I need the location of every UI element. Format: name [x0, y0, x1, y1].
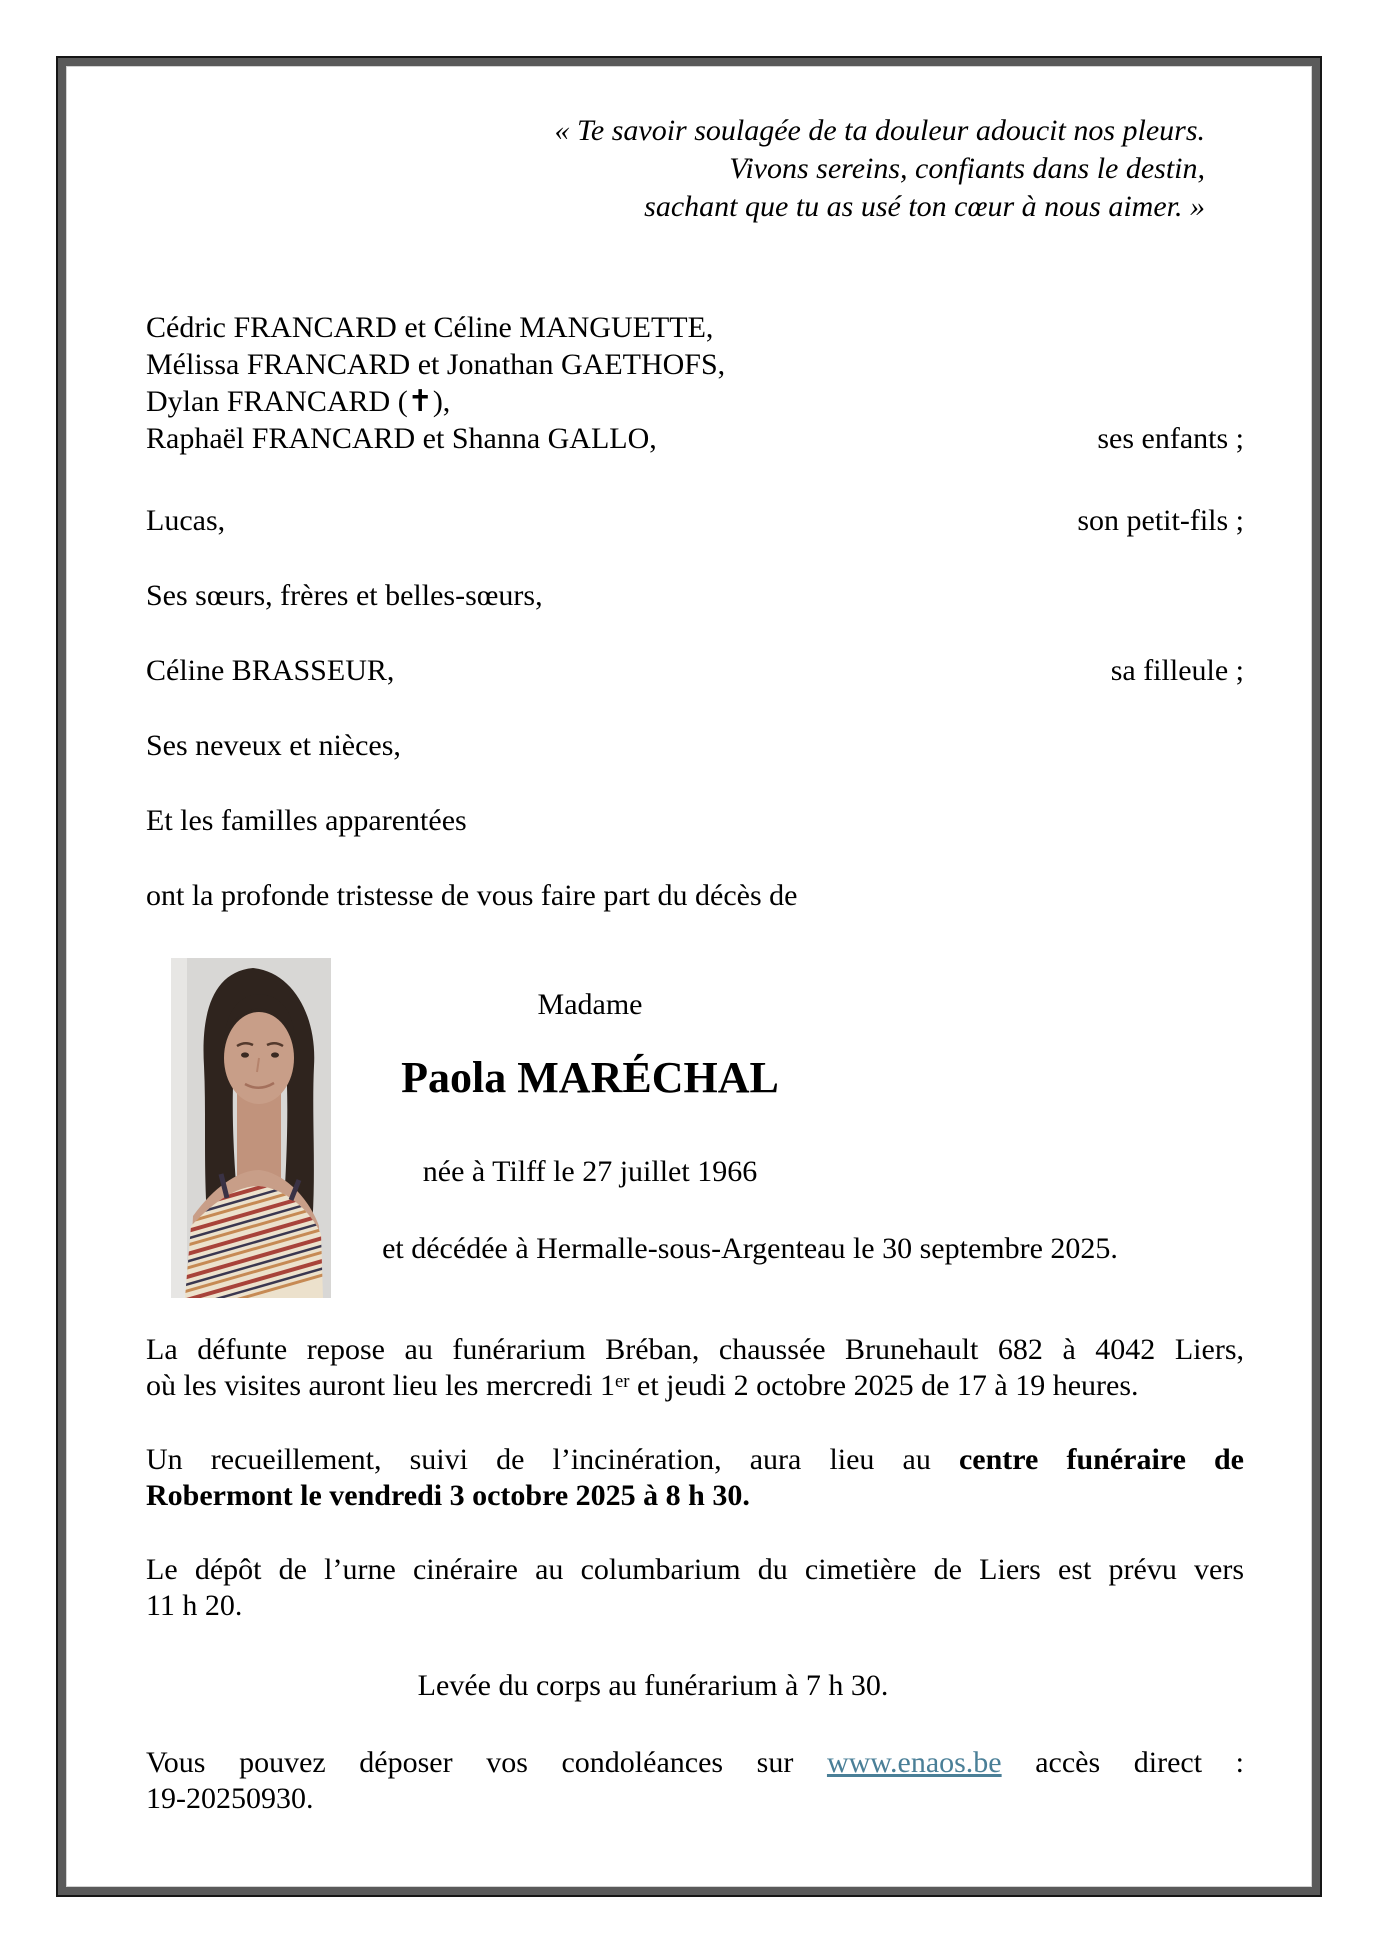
deceased-name: Paola MARÉCHAL: [401, 1053, 779, 1102]
death-line: et décédée à Hermalle-sous-Argenteau le 30 septembre 2025.: [382, 1232, 1118, 1265]
condolences-paragraph: [146, 1745, 1244, 1817]
family-child-3: Dylan FRANCARD (✝),: [146, 385, 451, 418]
condolences-access-text: accès direct :: [1001, 1746, 1245, 1779]
ceremony-line-1-text: Un recueillement, suivi de l’incinération, aura lieu au: [146, 1443, 959, 1476]
ceremony-line-1: [146, 1442, 1244, 1478]
family-child-4: Raphaël FRANCARD et Shanna GALLO,: [146, 422, 657, 455]
quote-line-2: Vivons sereins, confiants dans le destin,: [729, 152, 1205, 185]
family-list: [146, 309, 1244, 914]
deceased-honorific: Madame: [537, 988, 643, 1021]
condolences-line-1: [146, 1745, 1244, 1781]
condolences-intro-text: Vous pouvez déposer vos condoléances sur: [146, 1746, 827, 1779]
family-child-1: Cédric FRANCARD et Céline MANGUETTE,: [146, 311, 714, 344]
visitation-line-2: [146, 1368, 1244, 1408]
visitation-line-2-text: où les visites auront lieu les mercredi 1: [146, 1369, 616, 1402]
condolences-line-2: 19-20250930.: [146, 1782, 314, 1815]
family-child-2: Mélissa FRANCARD et Jonathan GAETHOFS,: [146, 348, 726, 381]
visitation-line-1: La défunte repose au funérarium Bréban, chaussée Brunehault 682 à 4042 Liers,: [146, 1333, 1244, 1366]
urn-line-1: Le dépôt de l’urne cinéraire au columbarium du cimetière de Liers est prévu vers: [146, 1553, 1244, 1586]
ceremony-venue-bold: centre funéraire de: [958, 1443, 1244, 1476]
ceremony-paragraph: [146, 1442, 1244, 1514]
children-relation-label: ses enfants ;: [1097, 422, 1244, 455]
quote-line-1: « Te savoir soulagée de ta douleur adoucit nos pleurs.: [554, 114, 1205, 147]
memorial-quote: [400, 112, 1205, 226]
grandson-relation-label: son petit-fils ;: [1077, 504, 1244, 537]
levee-line: Levée du corps au funérarium à 7 h 30.: [417, 1669, 889, 1702]
goddaughter-relation-label: sa filleule ;: [1110, 654, 1244, 687]
ceremony-line-2: Robermont le vendredi 3 octobre 2025 à 8 h 30.: [146, 1479, 750, 1512]
related-families-line: Et les familles apparentées: [146, 804, 467, 837]
birth-line: née à Tilff le 27 juillet 1966: [422, 1155, 758, 1188]
goddaughter-name: Céline BRASSEUR,: [146, 654, 395, 687]
ordinal-superscript: er: [615, 1370, 630, 1392]
enaos-link[interactable]: www.enaos.be: [826, 1746, 1002, 1779]
grandson-name: Lucas,: [146, 504, 226, 537]
urn-line-2: 11 h 20.: [146, 1589, 243, 1622]
urn-paragraph: [146, 1552, 1244, 1624]
quote-line-3: sachant que tu as usé ton cœur à nous aimer. »: [644, 190, 1205, 223]
visitation-line-2-tail: et jeudi 2 octobre 2025 de 17 à 19 heures.: [629, 1369, 1139, 1402]
announcement-line: ont la profonde tristesse de vous faire part du décès de: [146, 879, 798, 912]
visitation-paragraph: [146, 1332, 1244, 1408]
siblings-line: Ses sœurs, frères et belles-sœurs,: [146, 579, 543, 612]
nieces-line: Ses neveux et nièces,: [146, 729, 401, 762]
